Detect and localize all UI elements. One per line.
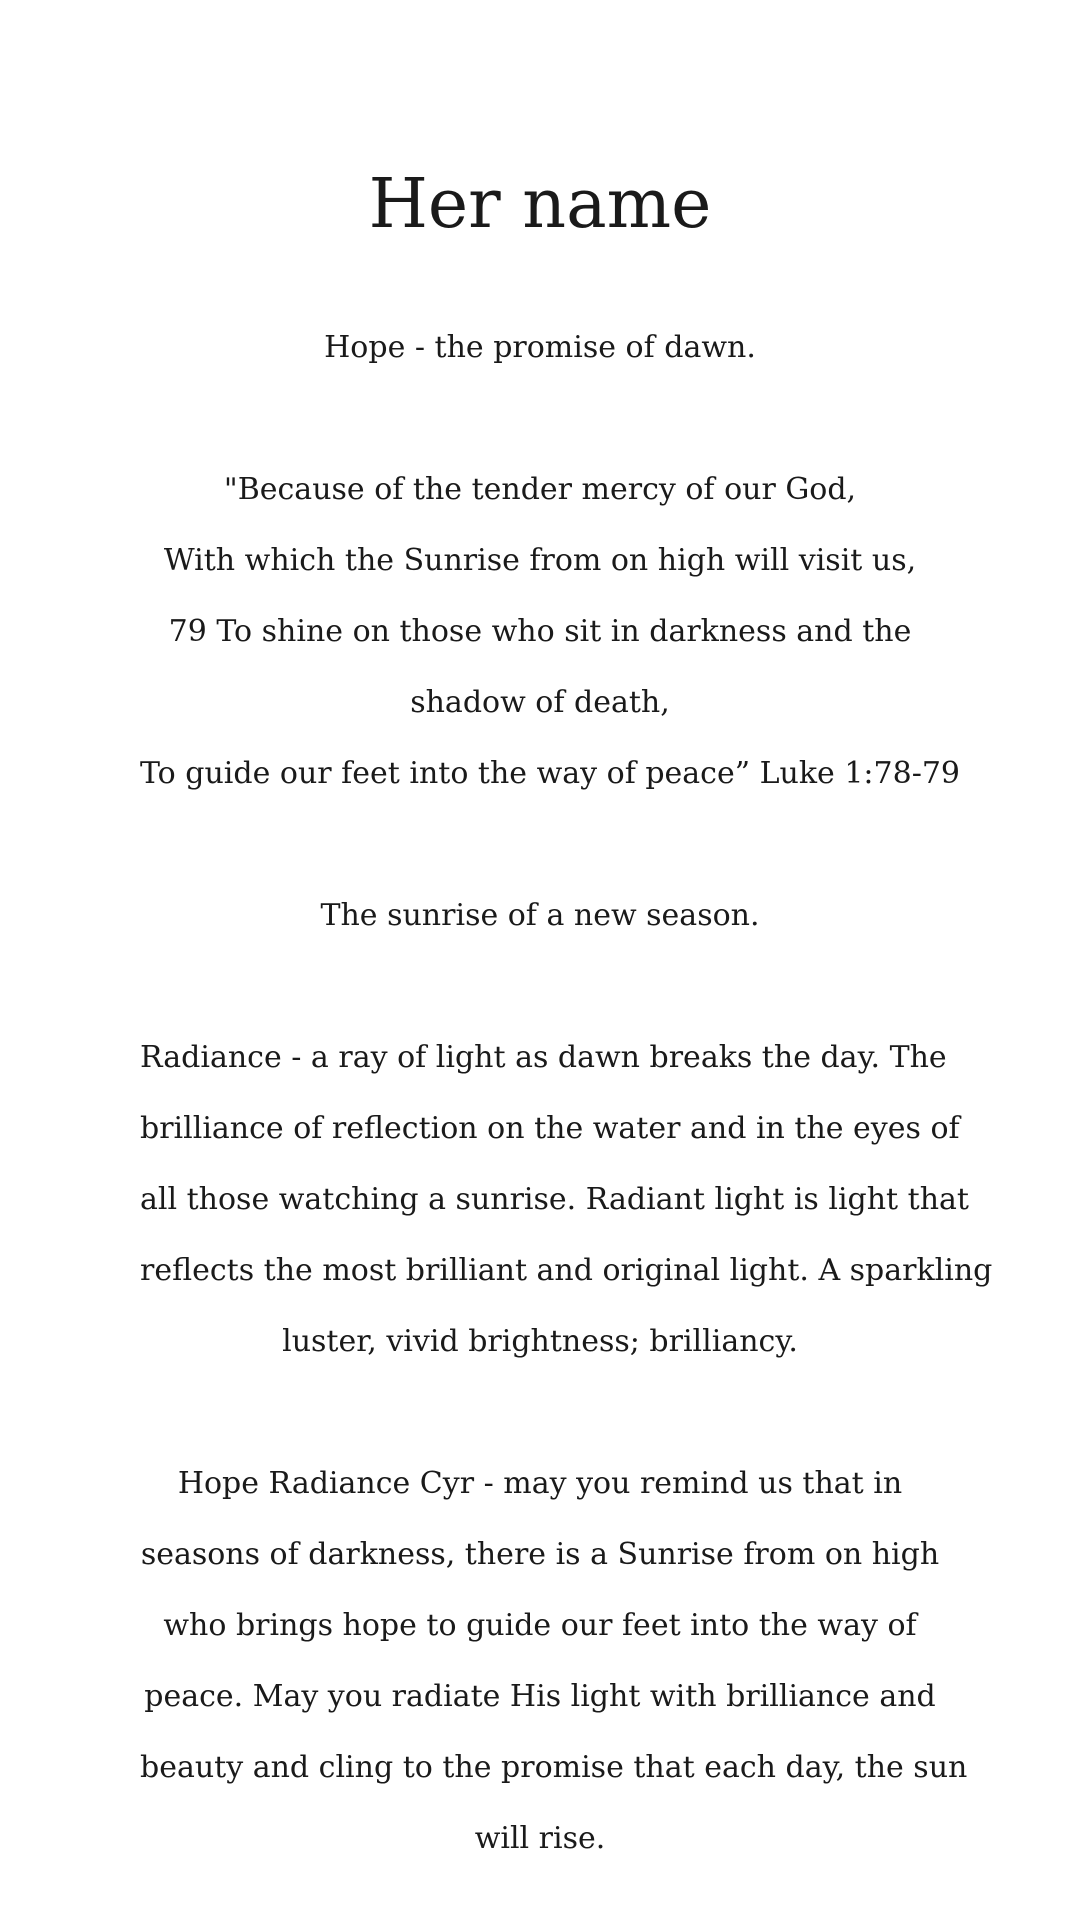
radiance-line: luster, vivid brightness; brilliancy.: [282, 1324, 798, 1359]
radiance-line: Radiance - a ray of light as dawn breaks the day. The: [140, 1040, 947, 1075]
verse-line: 79 To shine on those who sit in darkness and the: [168, 614, 912, 649]
radiance-line: brilliance of reflection on the water and in the eyes of: [140, 1111, 960, 1146]
radiance-paragraph: [140, 1022, 993, 1377]
verse-line: shadow of death,: [410, 685, 670, 720]
blessing-paragraph: [140, 1448, 968, 1874]
page-title: Her name: [368, 165, 712, 244]
radiance-line: reflects the most brilliant and original light. A sparkling: [140, 1253, 993, 1288]
verse-line: To guide our feet into the way of peace” Luke 1:78-79: [140, 756, 961, 791]
sunrise-line: The sunrise of a new season.: [320, 898, 760, 933]
blessing-line: who brings hope to guide our feet into the way of: [163, 1608, 917, 1643]
blessing-line: Hope Radiance Cyr - may you remind us that in: [177, 1466, 903, 1501]
verse-line: "Because of the tender mercy of our God,: [223, 472, 857, 507]
subtitle-line: Hope - the promise of dawn.: [324, 330, 756, 365]
blessing-line: will rise.: [474, 1821, 606, 1856]
blessing-line: beauty and cling to the promise that each day, the sun: [140, 1750, 968, 1785]
subtitle-paragraph: [140, 312, 940, 383]
blessing-line: seasons of darkness, there is a Sunrise from on high: [140, 1537, 940, 1572]
verse-line: With which the Sunrise from on high will visit us,: [163, 543, 917, 578]
blessing-line: peace. May you radiate His light with brilliance and: [144, 1679, 936, 1714]
sunrise-paragraph: [140, 880, 940, 951]
scripture-verse-paragraph: [140, 454, 961, 809]
radiance-line: all those watching a sunrise. Radiant light is light that: [140, 1182, 969, 1217]
